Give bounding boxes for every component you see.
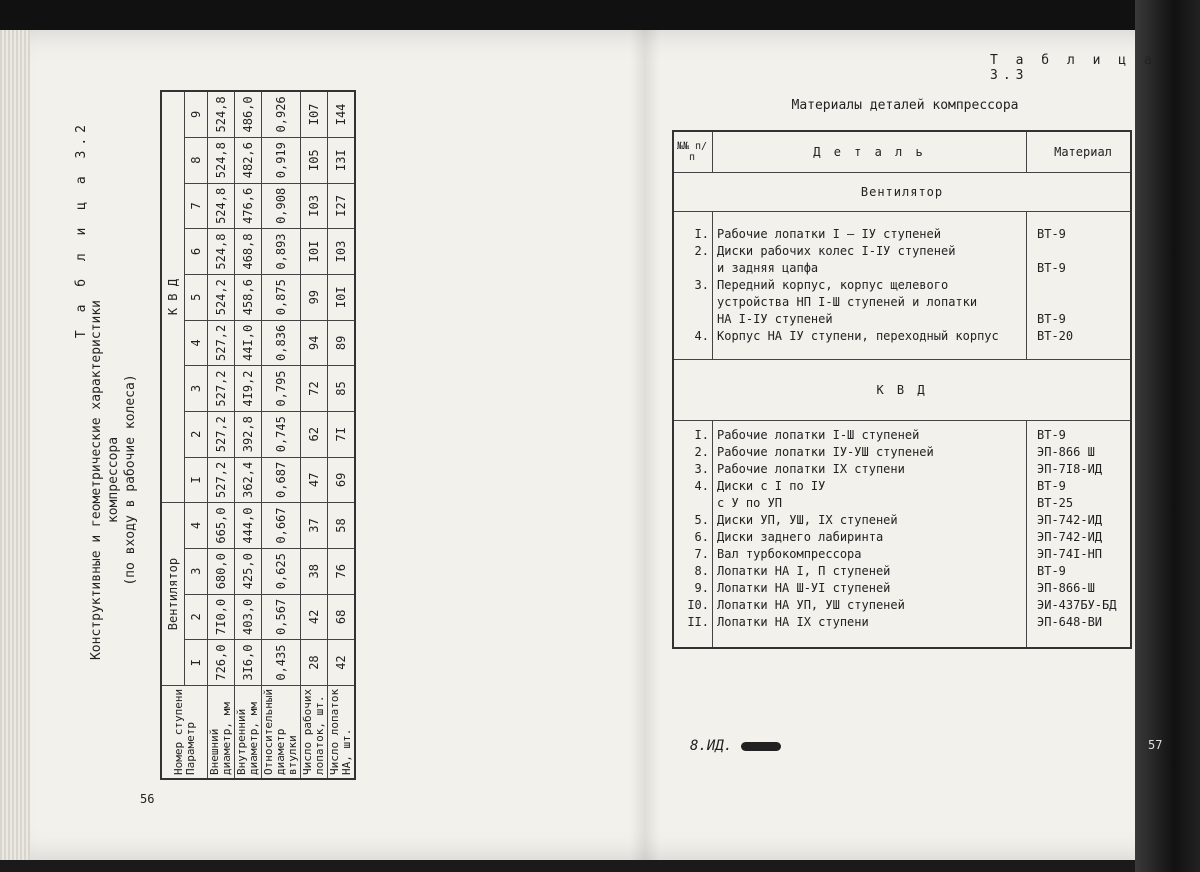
table-line: ЭП-74I-НП <box>1037 547 1103 561</box>
table-line: 4. <box>694 329 709 343</box>
table-cell: 89 <box>328 320 356 366</box>
table-cell: 0,435 <box>262 640 301 686</box>
row-param: Внешний диаметр, мм <box>208 685 235 779</box>
stage-header: 3 <box>185 366 208 412</box>
table-line: 8. <box>694 564 709 578</box>
table-cell: 0,919 <box>262 137 301 183</box>
table-3-2-body <box>208 91 356 779</box>
table-cell: I27 <box>328 183 356 229</box>
table-cell: 468,8 <box>235 229 262 275</box>
row-param: Внутренний диаметр, мм <box>235 685 262 779</box>
stage-header: 3 <box>185 548 208 594</box>
table-line <box>675 294 709 311</box>
kvd-materials <box>1027 421 1132 649</box>
table-line: Рабочие лопатки IУ-УШ ступеней <box>717 445 934 459</box>
handwritten-note: 8.ИД. <box>690 738 781 754</box>
table-cell: 47 <box>301 457 328 503</box>
title-line: Конструктивные и геометрические характеристики <box>89 299 104 661</box>
stage-header: 9 <box>185 91 208 137</box>
table-cell: 362,4 <box>235 457 262 503</box>
table-cell: 0,926 <box>262 91 301 137</box>
row-param: Относительный диаметр втулки <box>262 685 301 779</box>
table-cell: 0,836 <box>262 320 301 366</box>
table-row <box>235 91 262 779</box>
row-param: Число лопаток НА, шт. <box>328 685 356 779</box>
stage-header: 2 <box>185 594 208 640</box>
table-line <box>1037 294 1129 311</box>
table-cell: 3I6,0 <box>235 640 262 686</box>
book-page-edges <box>0 30 30 860</box>
table-cell: I03 <box>301 183 328 229</box>
table-line: Лопатки НА Ш-УI ступеней <box>717 581 891 595</box>
table-cell: 7I0,0 <box>208 594 235 640</box>
table-cell: 37 <box>301 503 328 549</box>
page-number-right: 57 <box>1148 738 1163 752</box>
stage-header: 4 <box>185 503 208 549</box>
stage-header: 4 <box>185 320 208 366</box>
table-row <box>301 91 328 779</box>
row-param: Число рабочих лопаток, шт. <box>301 685 328 779</box>
table-line: Диски УП, УШ, IХ ступеней <box>717 513 898 527</box>
table-cell: 76 <box>328 548 356 594</box>
table-line: ЭП-866 Ш <box>1037 445 1095 459</box>
table-3-2-title <box>88 200 139 760</box>
table-line: ВТ-9 <box>1037 479 1066 493</box>
table-line: с У по УП <box>717 496 783 510</box>
table-cell: 524,8 <box>208 183 235 229</box>
table-cell: I0I <box>328 274 356 320</box>
table-cell: 44I,0 <box>235 320 262 366</box>
header-param: Номер ступени Параметр <box>161 685 208 779</box>
table-line: Диски рабочих колес I-IУ ступеней <box>717 244 956 258</box>
table-cell: 0,795 <box>262 366 301 412</box>
table-3-3 <box>672 130 1132 649</box>
kvd-parts <box>713 421 1027 649</box>
table-cell: 0,687 <box>262 457 301 503</box>
table-line: 4. <box>694 479 709 493</box>
stage-header: 8 <box>185 137 208 183</box>
table-line: 2. <box>694 244 709 258</box>
stage-header: 6 <box>185 229 208 275</box>
table-line: ЭП-866-Ш <box>1037 581 1095 595</box>
table-cell: I03 <box>328 229 356 275</box>
table-cell: 0,893 <box>262 229 301 275</box>
table-cell: 527,2 <box>208 366 235 412</box>
table-line <box>675 260 709 277</box>
table-line: устройства НП I-Ш ступеней и лопатки <box>717 295 978 309</box>
title-line: (по входу в рабочие колеса) <box>123 374 138 586</box>
table-cell: 0,908 <box>262 183 301 229</box>
table-3-2 <box>160 90 356 780</box>
table-cell: 0,745 <box>262 411 301 457</box>
table-cell: 69 <box>328 457 356 503</box>
table-line: Лопатки НА УП, УШ ступеней <box>717 598 905 612</box>
table-line: и задняя цапфа <box>717 261 819 275</box>
table-cell: 0,875 <box>262 274 301 320</box>
table-line: ВТ-20 <box>1037 329 1074 343</box>
table-cell: 72 <box>301 366 328 412</box>
col-num-header: №№ п/п <box>673 131 713 173</box>
table-cell: 7I <box>328 411 356 457</box>
book-spine-fold <box>630 30 660 860</box>
col-material-header: Материал <box>1027 131 1132 173</box>
table-line: Лопатки НА IХ ступени <box>717 615 869 629</box>
table-cell: 680,0 <box>208 548 235 594</box>
table-line: 7. <box>694 547 709 561</box>
table-line: ВТ-25 <box>1037 496 1074 510</box>
table-row <box>262 91 301 779</box>
table-line <box>1037 277 1129 294</box>
table-line: ВТ-9 <box>1037 312 1066 326</box>
table-cell: 0,567 <box>262 594 301 640</box>
table-cell: 425,0 <box>235 548 262 594</box>
table-3-3-number: Т а б л и ц а 3.3 <box>990 53 1157 83</box>
table-cell: 527,2 <box>208 320 235 366</box>
ink-smudge <box>741 742 781 751</box>
table-line <box>675 495 709 512</box>
table-cell: 524,8 <box>208 91 235 137</box>
table-cell: 444,0 <box>235 503 262 549</box>
table-line: II. <box>687 615 709 629</box>
table-line: Рабочие лопатки IХ ступени <box>717 462 905 476</box>
fan-nums <box>673 212 713 360</box>
table-cell: 458,6 <box>235 274 262 320</box>
table-line: I. <box>694 428 709 442</box>
table-row <box>328 91 356 779</box>
table-cell: 527,2 <box>208 411 235 457</box>
table-cell: 99 <box>301 274 328 320</box>
table-cell: 0,625 <box>262 548 301 594</box>
table-line: ЭИ-437БУ-БД <box>1037 598 1117 612</box>
table-line: ЭП-648-ВИ <box>1037 615 1103 629</box>
table-line: ВТ-9 <box>1037 564 1066 578</box>
table-line: НА I-IУ ступеней <box>717 312 833 326</box>
title-line: компрессора <box>106 436 121 524</box>
table-line: Диски заднего лабиринта <box>717 530 884 544</box>
fan-materials <box>1027 212 1132 360</box>
scan-right-edge <box>1135 0 1200 872</box>
table-line: Корпус НА IУ ступени, переходный корпус <box>717 329 999 343</box>
stage-header: 5 <box>185 274 208 320</box>
table-cell: 38 <box>301 548 328 594</box>
table-cell: 726,0 <box>208 640 235 686</box>
table-cell: I07 <box>301 91 328 137</box>
table-3-2-number: Т а б л и ц а 3.2 <box>74 120 89 339</box>
stage-header: 2 <box>185 411 208 457</box>
table-cell: 58 <box>328 503 356 549</box>
fan-parts <box>713 212 1027 360</box>
scan-top-edge <box>0 0 1200 30</box>
table-cell: 42 <box>328 640 356 686</box>
table-line: ВТ-9 <box>1037 261 1066 275</box>
table-cell: 527,2 <box>208 457 235 503</box>
table-cell: 68 <box>328 594 356 640</box>
table-line <box>1037 243 1129 260</box>
table-line: 3. <box>694 278 709 292</box>
table-cell: 4I9,2 <box>235 366 262 412</box>
table-cell: 486,0 <box>235 91 262 137</box>
table-cell: 0,667 <box>262 503 301 549</box>
table-cell: 403,0 <box>235 594 262 640</box>
table-line: 2. <box>694 445 709 459</box>
table-line: Рабочие лопатки I-Ш ступеней <box>717 428 920 442</box>
table-cell: I44 <box>328 91 356 137</box>
table-cell: 42 <box>301 594 328 640</box>
table-cell: 524,8 <box>208 229 235 275</box>
table-line: ЭП-742-ИД <box>1037 530 1103 544</box>
table-cell: I3I <box>328 137 356 183</box>
table-line <box>675 311 709 328</box>
table-cell: 665,0 <box>208 503 235 549</box>
table-line: Лопатки НА I, П ступеней <box>717 564 891 578</box>
table-cell: 476,6 <box>235 183 262 229</box>
table-line: ВТ-9 <box>1037 227 1066 241</box>
table-line: I. <box>694 227 709 241</box>
table-line: Диски с I по IУ <box>717 479 826 493</box>
table-cell: 85 <box>328 366 356 412</box>
table-line: 3. <box>694 462 709 476</box>
table-line: ЭП-7I8-ИД <box>1037 462 1103 476</box>
section-kvd: К В Д <box>673 360 1131 421</box>
table-row <box>208 91 235 779</box>
table-cell: 482,6 <box>235 137 262 183</box>
table-3-3-title: Материалы деталей компрессора <box>791 98 1019 113</box>
table-cell: 524,2 <box>208 274 235 320</box>
stage-header: I <box>185 457 208 503</box>
table-cell: 392,8 <box>235 411 262 457</box>
stage-header: I <box>185 640 208 686</box>
table-line: 6. <box>694 530 709 544</box>
table-cell: 94 <box>301 320 328 366</box>
table-line: ЭП-742-ИД <box>1037 513 1103 527</box>
table-line: Передний корпус, корпус щелевого <box>717 278 949 292</box>
header-fan: Вентилятор <box>161 503 185 686</box>
table-line: Рабочие лопатки I – IУ ступеней <box>717 227 941 241</box>
table-cell: 524,8 <box>208 137 235 183</box>
header-kvd: К В Д <box>161 91 185 503</box>
page-number-left: 56 <box>140 792 155 806</box>
section-fan: Вентилятор <box>673 173 1131 212</box>
table-cell: I05 <box>301 137 328 183</box>
stage-header: 7 <box>185 183 208 229</box>
col-part-header: Д е т а л ь <box>713 131 1027 173</box>
table-line: I0. <box>687 598 709 612</box>
table-line: ВТ-9 <box>1037 428 1066 442</box>
table-cell: 62 <box>301 411 328 457</box>
kvd-nums <box>673 421 713 649</box>
left-page-rotated-content <box>74 80 490 800</box>
table-cell: I0I <box>301 229 328 275</box>
table-line: Вал турбокомпрессора <box>717 547 862 561</box>
table-line: 5. <box>694 513 709 527</box>
table-line: 9. <box>694 581 709 595</box>
table-cell: 28 <box>301 640 328 686</box>
